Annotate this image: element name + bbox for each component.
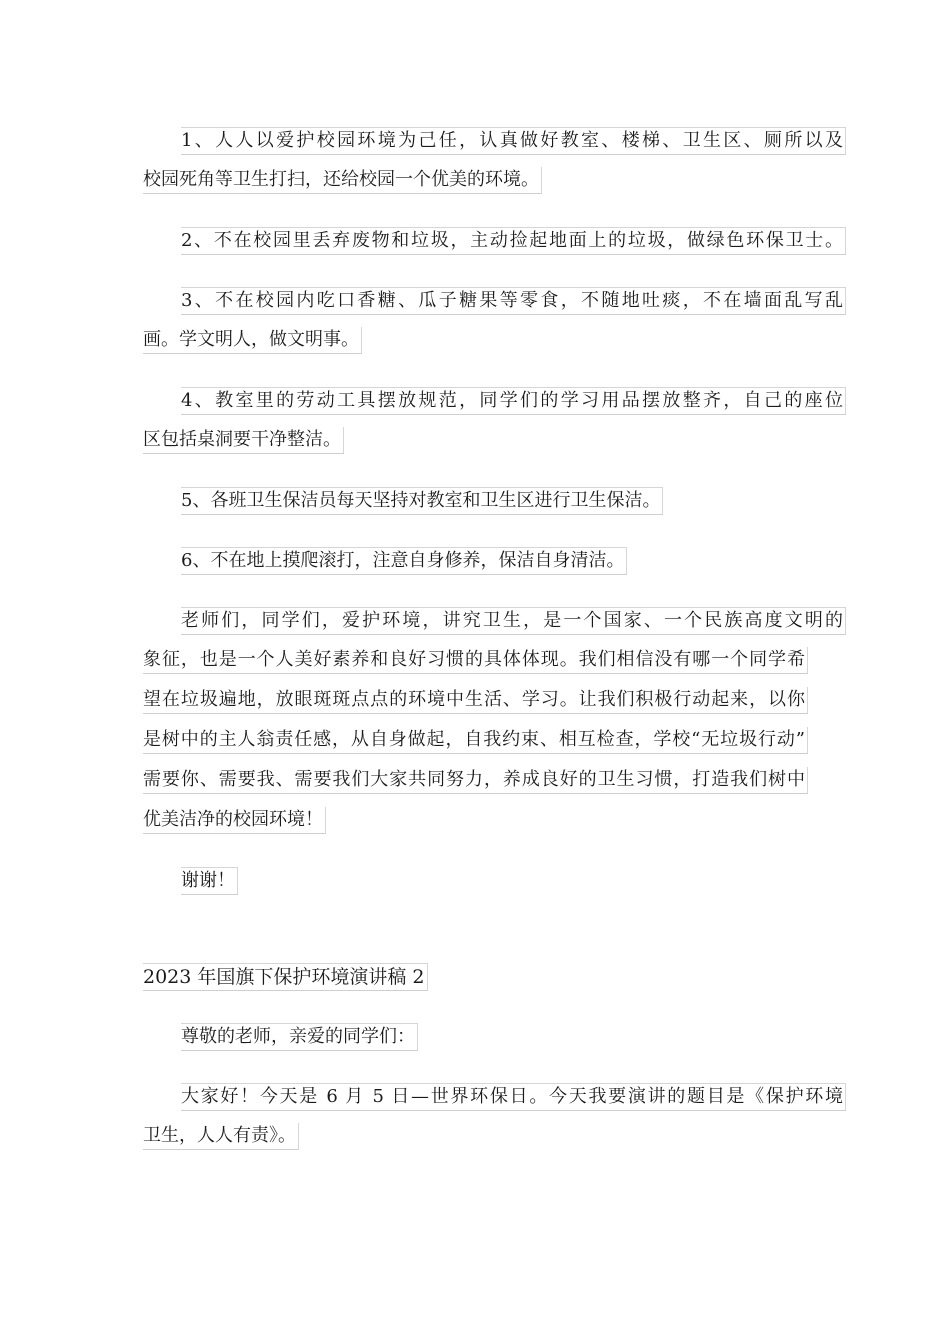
paragraph-line: 6、不在地上摸爬滚打，注意自身修养，保洁自身清洁。 bbox=[143, 547, 807, 573]
paragraph-line: 5、各班卫生保洁员每天坚持对教室和卫生区进行卫生保洁。 bbox=[143, 487, 807, 513]
thanks-paragraph bbox=[143, 867, 807, 893]
paragraph-line: 3、不在校园内吃口香糖、瓜子糖果等零食，不随地吐痰，不在墙面乱写乱 bbox=[143, 287, 807, 313]
paragraph-line: 象征，也是一个人美好素养和良好习惯的具体体现。我们相信没有哪一个同学希 bbox=[143, 647, 807, 673]
paragraph-line: 校园死角等卫生打扫，还给校园一个优美的环境。 bbox=[143, 167, 807, 193]
paragraph-line: 优美洁净的校园环境！ bbox=[143, 807, 807, 833]
paragraph-line: 尊敬的老师，亲爱的同学们： bbox=[143, 1023, 807, 1049]
section-title bbox=[143, 963, 807, 989]
paragraph-line: 大家好！今天是 6 月 5 日—世界环保日。今天我要演讲的题目是《保护环境 bbox=[143, 1083, 807, 1109]
paragraph-line: 4、教室里的劳动工具摆放规范，同学们的学习用品摆放整齐，自己的座位 bbox=[143, 387, 807, 413]
rule-item-6 bbox=[143, 547, 807, 573]
rule-item-4 bbox=[143, 387, 843, 453]
paragraph-line: 需要你、需要我、需要我们大家共同努力，养成良好的卫生习惯，打造我们树中 bbox=[143, 767, 807, 793]
salutation-paragraph bbox=[143, 1023, 807, 1049]
paragraph-line: 望在垃圾遍地，放眼斑斑点点的环境中生活、学习。让我们积极行动起来，以你 bbox=[143, 687, 807, 713]
document-page bbox=[143, 127, 843, 1163]
rule-item-5 bbox=[143, 487, 807, 513]
paragraph-line: 是树中的主人翁责任感，从自身做起，自我约束、相互检查，学校“无垃圾行动” bbox=[143, 727, 807, 753]
rule-item-3 bbox=[143, 287, 843, 353]
paragraph-line: 区包括桌洞要干净整洁。 bbox=[143, 427, 807, 453]
rule-item-2 bbox=[143, 227, 843, 253]
intro-paragraph bbox=[143, 1083, 843, 1149]
paragraph-line: 1、人人以爱护校园环境为己任，认真做好教室、楼梯、卫生区、厕所以及 bbox=[143, 127, 807, 153]
rule-item-1 bbox=[143, 127, 843, 193]
paragraph-line: 谢谢！ bbox=[143, 867, 807, 893]
paragraph-line: 卫生，人人有责》。 bbox=[143, 1123, 807, 1149]
paragraph-line: 画。学文明人，做文明事。 bbox=[143, 327, 807, 353]
heading-line: 2023 年国旗下保护环境演讲稿 2 bbox=[143, 963, 807, 989]
paragraph-line: 2、不在校园里丢弃废物和垃圾，主动捡起地面上的垃圾，做绿色环保卫士。 bbox=[143, 227, 807, 253]
closing-paragraph bbox=[143, 607, 843, 833]
paragraph-line: 老师们，同学们，爱护环境，讲究卫生，是一个国家、一个民族高度文明的 bbox=[143, 607, 807, 633]
